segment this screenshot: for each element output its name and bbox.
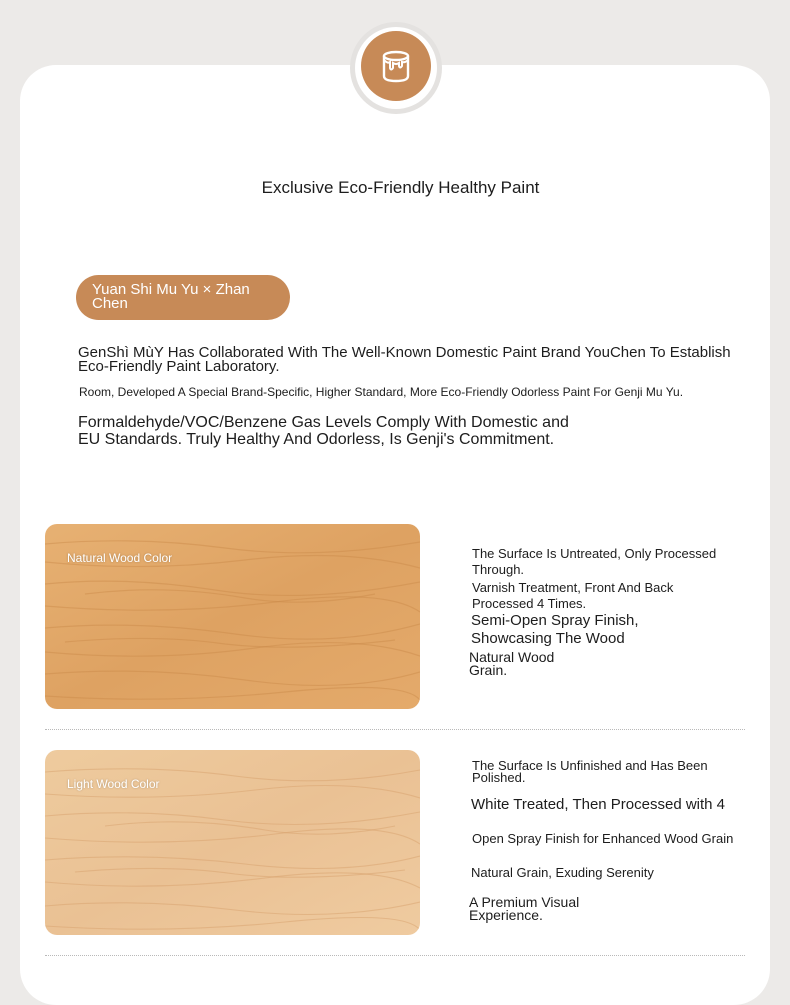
page-title: Exclusive Eco-Friendly Healthy Paint — [261, 178, 540, 197]
divider — [45, 955, 745, 956]
swatch-label: Natural Wood Color — [67, 551, 173, 565]
intro-paragraph-1: GenShì MùY Has Collaborated With The Well-Known Domestic Paint Brand YouChen To Establish Eco-Friendly Paint Laboratory. — [78, 344, 731, 375]
intro-paragraph-2: Room, Developed A Special Brand-Specific, Higher Standard, More Eco-Friendly Odorless Paint For Genji Mu Yu. — [79, 385, 684, 399]
finish-description: Semi-Open Spray Finish, Showcasing The Wood — [471, 612, 639, 647]
collaboration-badge: Yuan Shi Mu Yu × Zhan Chen — [76, 275, 290, 320]
light-wood-swatch — [45, 750, 420, 935]
finish-description: White Treated, Then Processed with 4 — [471, 796, 726, 813]
paint-can-icon — [361, 31, 431, 101]
finish-description: Varnish Treatment, Front And Back Processed 4 Times. — [472, 580, 674, 611]
finish-description: Open Spray Finish for Enhanced Wood Grain — [472, 831, 734, 846]
finish-description: A Premium Visual Experience. — [469, 894, 580, 923]
intro-paragraph-3: Formaldehyde/VOC/Benzene Gas Levels Comply With Domestic and EU Standards. Truly Healthy And Odorless, Is Genji's Commitment. — [78, 414, 569, 448]
finish-description: The Surface Is Unfinished and Has Been Polished. — [472, 758, 708, 785]
divider — [45, 729, 745, 730]
natural-wood-swatch — [45, 524, 420, 709]
swatch-label: Light Wood Color — [67, 777, 160, 791]
finish-description: The Surface Is Untreated, Only Processed Through. — [472, 546, 717, 577]
finish-description: Natural Wood Grain. — [469, 649, 555, 678]
finish-description: Natural Grain, Exuding Serenity — [471, 865, 654, 880]
